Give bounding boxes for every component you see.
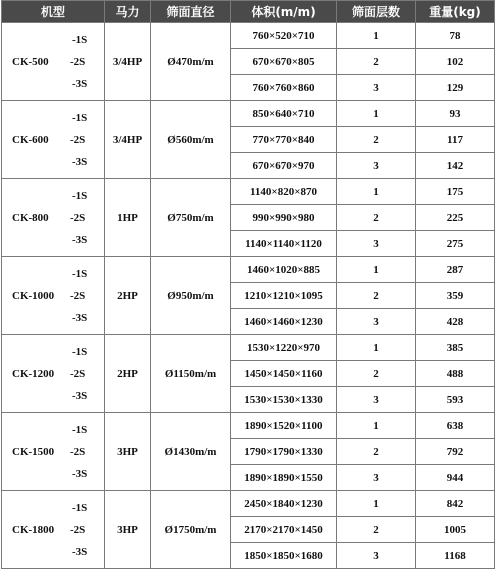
- variant-label: -3S: [72, 77, 88, 90]
- volume-cell: 1210×1210×1095: [231, 283, 337, 309]
- layers-cell: 1: [337, 413, 416, 439]
- variant-label: -2S: [70, 133, 86, 146]
- layers-cell: 2: [337, 127, 416, 153]
- weight-cell: 944: [416, 465, 495, 491]
- variant-label: -1S: [72, 33, 88, 46]
- volume-cell: 1140×1140×1120: [231, 231, 337, 257]
- volume-cell: 670×670×805: [231, 49, 337, 75]
- power-cell: 2HP: [105, 335, 151, 413]
- model-group: [2, 185, 104, 251]
- variant-label: -3S: [72, 467, 88, 480]
- layers-cell: 3: [337, 465, 416, 491]
- volume-cell: 990×990×980: [231, 205, 337, 231]
- volume-cell: 1530×1530×1330: [231, 387, 337, 413]
- table-row: [2, 179, 495, 205]
- weight-cell: 129: [416, 75, 495, 101]
- variant-label: -3S: [72, 545, 88, 558]
- weight-cell: 428: [416, 309, 495, 335]
- layers-cell: 3: [337, 309, 416, 335]
- model-variants: [62, 29, 87, 95]
- model-cell: [2, 491, 105, 569]
- table-row: [2, 257, 495, 283]
- variant-label: -2S: [70, 523, 86, 536]
- variant-label: -1S: [72, 345, 88, 358]
- layers-cell: 1: [337, 491, 416, 517]
- variant-label: -1S: [72, 501, 88, 514]
- volume-cell: 2450×1840×1230: [231, 491, 337, 517]
- volume-cell: 1140×820×870: [231, 179, 337, 205]
- header-layers: 筛面层数: [337, 1, 416, 23]
- layers-cell: 3: [337, 231, 416, 257]
- layers-cell: 1: [337, 257, 416, 283]
- model-group: [2, 29, 104, 95]
- weight-cell: 275: [416, 231, 495, 257]
- variant-label: -1S: [72, 267, 88, 280]
- volume-cell: 1460×1020×885: [231, 257, 337, 283]
- layers-cell: 1: [337, 101, 416, 127]
- diameter-cell: Ø1750m/m: [151, 491, 231, 569]
- volume-cell: 1460×1460×1230: [231, 309, 337, 335]
- variant-label: -3S: [72, 389, 88, 402]
- power-cell: 3/4HP: [105, 101, 151, 179]
- volume-cell: 1890×1890×1550: [231, 465, 337, 491]
- model-variants: [62, 419, 87, 485]
- diameter-cell: Ø750m/m: [151, 179, 231, 257]
- model-variants: [62, 341, 87, 407]
- model-name: CK-800: [12, 211, 49, 224]
- weight-cell: 593: [416, 387, 495, 413]
- weight-cell: 78: [416, 23, 495, 49]
- weight-cell: 359: [416, 283, 495, 309]
- diameter-cell: Ø1150m/m: [151, 335, 231, 413]
- layers-cell: 3: [337, 153, 416, 179]
- layers-cell: 1: [337, 179, 416, 205]
- weight-cell: 102: [416, 49, 495, 75]
- volume-cell: 760×760×860: [231, 75, 337, 101]
- volume-cell: 2170×2170×1450: [231, 517, 337, 543]
- variant-label: -3S: [72, 155, 88, 168]
- weight-cell: 792: [416, 439, 495, 465]
- weight-cell: 842: [416, 491, 495, 517]
- volume-cell: 1530×1220×970: [231, 335, 337, 361]
- table-row: [2, 335, 495, 361]
- table-row: [2, 413, 495, 439]
- model-group: [2, 419, 104, 485]
- volume-cell: 1790×1790×1330: [231, 439, 337, 465]
- table-header: [2, 1, 495, 23]
- model-group: [2, 341, 104, 407]
- variant-label: -1S: [72, 111, 88, 124]
- layers-cell: 3: [337, 75, 416, 101]
- weight-cell: 175: [416, 179, 495, 205]
- power-cell: 2HP: [105, 257, 151, 335]
- header-volume: 体积(m/m): [231, 1, 337, 23]
- weight-cell: 1005: [416, 517, 495, 543]
- layers-cell: 2: [337, 205, 416, 231]
- layers-cell: 3: [337, 543, 416, 569]
- variant-label: -3S: [72, 233, 88, 246]
- model-name: CK-1800: [12, 523, 55, 536]
- header-power: 马力: [105, 1, 151, 23]
- table-row: [2, 101, 495, 127]
- header-model: 机型: [2, 1, 105, 23]
- layers-cell: 3: [337, 387, 416, 413]
- variant-label: -3S: [72, 311, 88, 324]
- model-variants: [62, 107, 87, 173]
- header-diameter: 筛面直径: [151, 1, 231, 23]
- variant-label: -2S: [70, 445, 86, 458]
- model-cell: [2, 101, 105, 179]
- diameter-cell: Ø470m/m: [151, 23, 231, 101]
- model-cell: [2, 413, 105, 491]
- weight-cell: 287: [416, 257, 495, 283]
- table-body: [2, 23, 495, 569]
- model-variants: [62, 185, 87, 251]
- model-group: [2, 497, 104, 563]
- layers-cell: 2: [337, 361, 416, 387]
- diameter-cell: Ø950m/m: [151, 257, 231, 335]
- variant-label: -1S: [72, 189, 88, 202]
- variant-label: -2S: [70, 55, 86, 68]
- layers-cell: 2: [337, 49, 416, 75]
- weight-cell: 225: [416, 205, 495, 231]
- model-name: CK-600: [12, 133, 49, 146]
- weight-cell: 1168: [416, 543, 495, 569]
- weight-cell: 385: [416, 335, 495, 361]
- layers-cell: 1: [337, 335, 416, 361]
- model-name: CK-1200: [12, 367, 55, 380]
- spec-table: [1, 0, 495, 569]
- model-group: [2, 263, 104, 329]
- model-variants: [62, 263, 87, 329]
- volume-cell: 1450×1450×1160: [231, 361, 337, 387]
- variant-label: -2S: [70, 289, 86, 302]
- weight-cell: 638: [416, 413, 495, 439]
- model-cell: [2, 257, 105, 335]
- volume-cell: 670×670×970: [231, 153, 337, 179]
- diameter-cell: Ø1430m/m: [151, 413, 231, 491]
- variant-label: -2S: [70, 367, 86, 380]
- power-cell: 3HP: [105, 491, 151, 569]
- volume-cell: 760×520×710: [231, 23, 337, 49]
- volume-cell: 850×640×710: [231, 101, 337, 127]
- power-cell: 3HP: [105, 413, 151, 491]
- model-variants: [62, 497, 87, 563]
- table-row: [2, 491, 495, 517]
- layers-cell: 2: [337, 517, 416, 543]
- volume-cell: 770×770×840: [231, 127, 337, 153]
- weight-cell: 93: [416, 101, 495, 127]
- table-row: [2, 23, 495, 49]
- model-group: [2, 107, 104, 173]
- layers-cell: 2: [337, 439, 416, 465]
- layers-cell: 1: [337, 23, 416, 49]
- variant-label: -2S: [70, 211, 86, 224]
- power-cell: 3/4HP: [105, 23, 151, 101]
- diameter-cell: Ø560m/m: [151, 101, 231, 179]
- header-row: [2, 1, 495, 23]
- model-name: CK-1000: [12, 289, 55, 302]
- header-weight: 重量(kg): [416, 1, 495, 23]
- model-name: CK-1500: [12, 445, 55, 458]
- model-cell: [2, 23, 105, 101]
- volume-cell: 1850×1850×1680: [231, 543, 337, 569]
- layers-cell: 2: [337, 283, 416, 309]
- model-name: CK-500: [12, 55, 49, 68]
- volume-cell: 1890×1520×1100: [231, 413, 337, 439]
- weight-cell: 488: [416, 361, 495, 387]
- model-cell: [2, 335, 105, 413]
- weight-cell: 142: [416, 153, 495, 179]
- power-cell: 1HP: [105, 179, 151, 257]
- weight-cell: 117: [416, 127, 495, 153]
- model-cell: [2, 179, 105, 257]
- variant-label: -1S: [72, 423, 88, 436]
